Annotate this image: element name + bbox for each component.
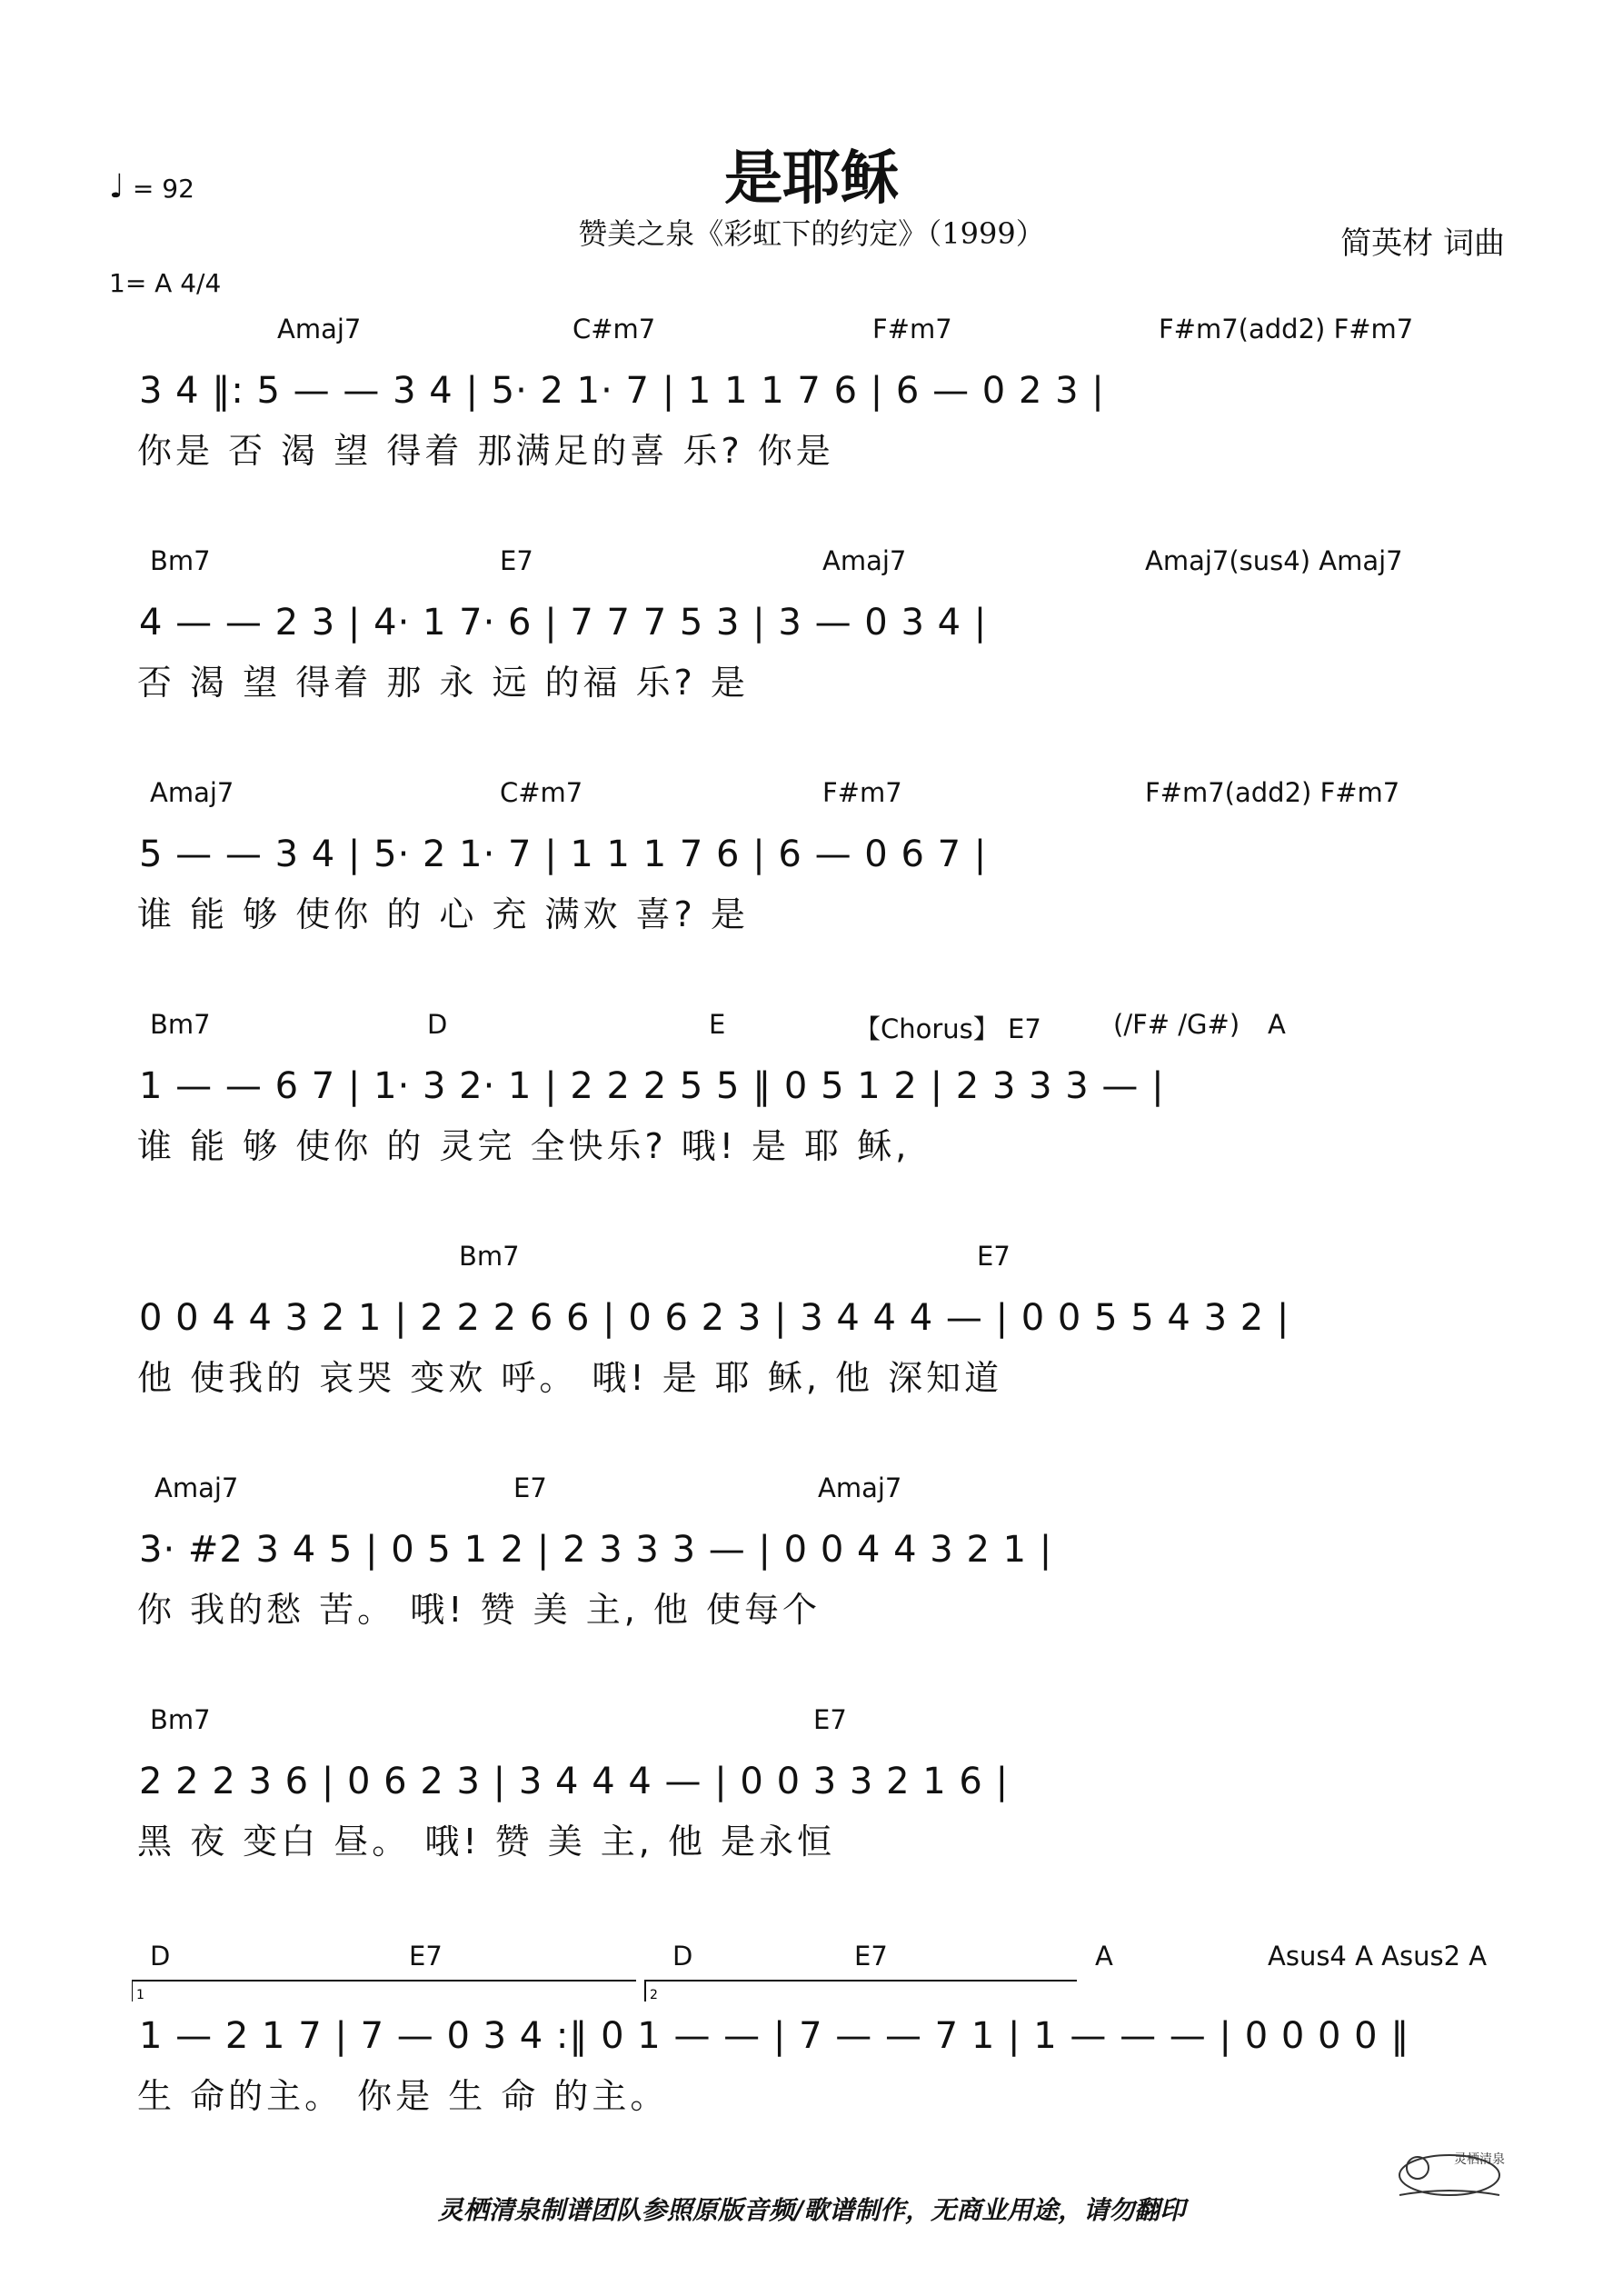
jianpu-notes: 1 — — 6 7 | 1· 3 2· 1 | 2 2 2 5 5 ‖ 0 5 1 2 | 2 3 3 3 — | [139,1065,1165,1107]
chord-row [132,1704,1518,1750]
chord: C#m7 [500,777,583,808]
notation-row [132,2004,1518,2068]
publisher-logo [1381,2131,1518,2208]
staff-system [132,1472,1518,1636]
notation-row [132,1750,1518,1813]
notation-row [132,359,1518,423]
jianpu-notes: 3· #2 3 4 5 | 0 5 1 2 | 2 3 3 3 — | 0 0 4 4 3 2 1 | [139,1529,1053,1571]
song-title: 是耶稣 [724,145,899,213]
staff-system [132,777,1518,941]
chord: Bm7 [150,545,211,576]
tempo-marking: ♩ = 92 [109,168,194,205]
chord-row [132,1241,1518,1286]
notation-row [132,1518,1518,1582]
staff-system [132,1241,1518,1404]
chord: E [709,1009,726,1040]
jianpu-notes: 3 4 ‖: 5 — — 3 4 | 5· 2 1· 7 | 1 1 1 7 6 | 6 — 0 2 3 | [139,370,1105,412]
chord: Amaj7 [818,1472,902,1503]
chord: Asus4 A Asus2 A [1268,1941,1488,1972]
chord: Amaj7(sus4) Amaj7 [1145,545,1403,576]
lyrics-row: 谁 能 够 使你 的 灵完 全快乐? 哦! 是 耶 稣, [137,1126,911,1166]
chord: E7 [409,1941,443,1972]
chord: Amaj7 [150,777,234,808]
chord: Bm7 [459,1241,520,1272]
chord: A [1268,1009,1286,1040]
jianpu-notes: 1 — 2 1 7 | 7 — 0 3 4 :‖ 0 1 — — | 7 — — 7 1 | 1 — — — | 0 0 0 0 ‖ [139,2015,1410,2057]
chord: E7 [854,1941,888,1972]
staff-system [132,1941,1518,2122]
volta-label-1: 1 [136,1988,144,2002]
quarter-note-icon: ♩ [109,168,124,205]
chord-row [132,777,1518,823]
chord: E7 [513,1472,547,1503]
chord: D [672,1941,693,1972]
volta-bracket-2 [645,1981,1077,2002]
chord: Bm7 [150,1009,211,1040]
jianpu-notes: 5 — — 3 4 | 5· 2 1· 7 | 1 1 1 7 6 | 6 — 0 6 7 | [139,834,988,875]
notation-row [132,823,1518,886]
chord: F#m7(add2) F#m7 [1145,777,1400,808]
chord: Bm7 [150,1704,211,1735]
lyrics-row: 生 命的主。 你是 生 命 的主。 [137,2076,669,2116]
jianpu-notes: 4 — — 2 3 | 4· 1 7· 6 | 7 7 7 5 3 | 3 — 0 3 4 | [139,602,988,644]
chord: E7 [813,1704,847,1735]
chord: E7 [977,1241,1011,1272]
chord-row [132,314,1518,359]
jianpu-notes: 0 0 4 4 3 2 1 | 2 2 2 6 6 | 0 6 2 3 | 3 4 4 4 — | 0 0 5 5 4 3 2 | [139,1297,1290,1339]
staff-system [132,314,1518,477]
sheep-logo-icon [1381,2131,1518,2204]
chord: C#m7 [573,314,656,344]
chord-row [132,545,1518,591]
lyrics-row: 谁 能 够 使你 的 心 充 满欢 喜? 是 [137,894,749,934]
song-subtitle: 赞美之泉《彩虹下的约定》（1999） [578,216,1045,251]
chord: F#m7 [872,314,952,344]
lyrics-row: 黑 夜 变白 昼。 哦! 赞 美 主, 他 是永恒 [137,1822,836,1862]
composer-credit: 简英材 词曲 [1340,225,1505,262]
staff-system [132,1009,1518,1173]
chord: Amaj7 [822,545,907,576]
lyrics-row: 你 我的愁 苦。 哦! 赞 美 主, 他 使每个 [137,1590,821,1630]
chord: Amaj7 [154,1472,239,1503]
volta-label-2: 2 [650,1988,658,2002]
chord-row [132,1472,1518,1518]
key-signature: 1= A 4/4 [109,268,222,298]
svg-text:灵栖清泉: 灵栖清泉 [1454,2152,1505,2167]
chord: D [427,1009,448,1040]
notation-row [132,1286,1518,1350]
chord: 【Chorus】 E7 [854,1013,1041,1044]
volta-brackets [132,1979,1518,2006]
staff-system [132,1704,1518,1868]
footer-notice: 灵栖清泉制谱团队参照原版音频/歌谱制作，无商业用途，请勿翻印 [437,2195,1186,2225]
volta-bracket-1 [132,1981,636,2002]
lyrics-row: 你是 否 渴 望 得着 那满足的喜 乐? 你是 [137,431,834,471]
chord-row [132,1009,1518,1054]
staff-system [132,545,1518,709]
chord: Amaj7 [277,314,362,344]
notation-row [132,591,1518,654]
lyrics-row: 他 使我的 哀哭 变欢 呼。 哦! 是 耶 稣, 他 深知道 [137,1358,1003,1398]
chord: F#m7 [822,777,902,808]
chord: D [150,1941,171,1972]
chord: A [1095,1941,1113,1972]
chord: E7 [500,545,533,576]
lyrics-row: 否 渴 望 得着 那 永 远 的福 乐? 是 [137,663,749,703]
chord: (/F# /G#) [1113,1009,1240,1040]
jianpu-notes: 2 2 2 3 6 | 0 6 2 3 | 3 4 4 4 — | 0 0 3 3 2 1 6 | [139,1761,1010,1802]
notation-row [132,1054,1518,1118]
chord: F#m7(add2) F#m7 [1159,314,1414,344]
